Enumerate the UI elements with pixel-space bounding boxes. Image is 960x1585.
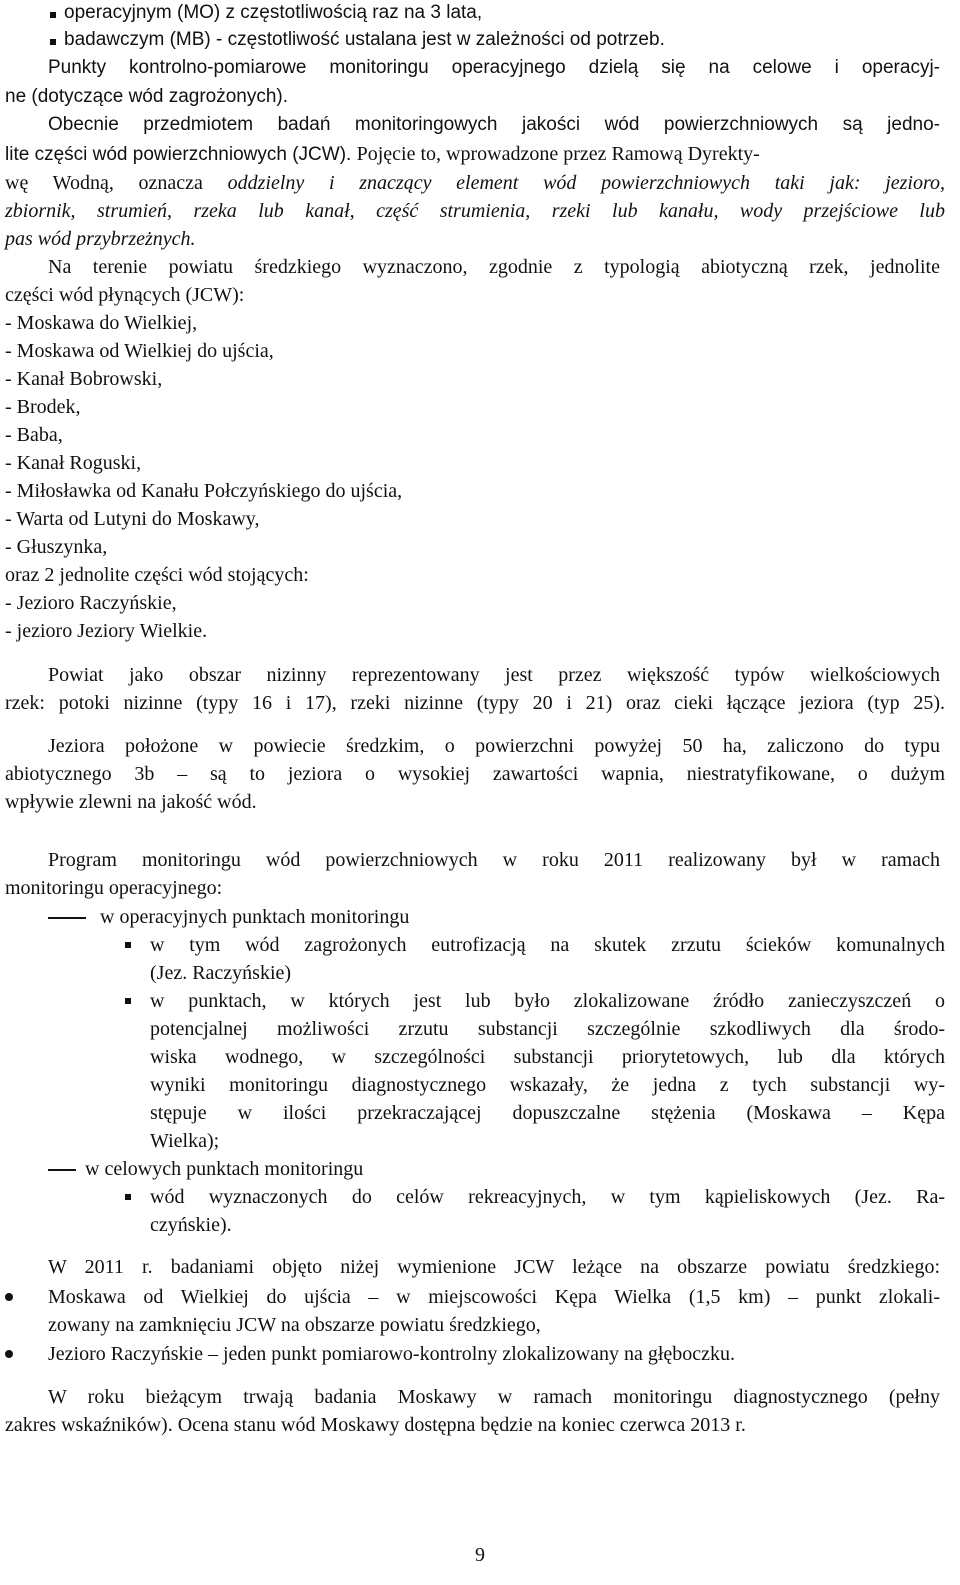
list-item: Jezioro Raczyńskie – jeden punkt pomiarowo-kontrolny zlokalizowany na głęboczku. xyxy=(48,1343,736,1365)
text-line: potencjalnej możliwości zrzutu substancji szczególnie szkodliwych dla środo- xyxy=(150,1018,945,1040)
text-line: Wielka); xyxy=(150,1130,220,1152)
text-line xyxy=(5,170,945,196)
text-span-italic: oddzielny i znaczący element wód powierzchniowych taki jak: jezioro, xyxy=(227,172,946,194)
text-line: Program monitoringu wód powierzchniowych w roku 2011 realizowany był w ramach xyxy=(48,849,940,871)
text-line: Obecnie przedmiotem badań monitoringowych jakości wód powierzchniowych są jedno- xyxy=(48,114,940,135)
text-line: abiotycznego 3b – są to jeziora o wysokiej zawartości wapnia, niestratyfikowane, o dużym xyxy=(5,763,945,785)
text-line: czyńskie). xyxy=(150,1214,232,1236)
list-item: - Warta od Lutyni do Moskawy, xyxy=(5,508,260,530)
list-item: - Moskawa do Wielkiej, xyxy=(5,312,198,334)
text-span: lite części wód powierzchniowych (JCW). xyxy=(5,144,352,165)
text-span: wę Wodną, oznacza xyxy=(5,172,203,194)
bullet-square-icon xyxy=(50,39,56,45)
text-line: wyniki monitoringu diagnostycznego wskazały, że jedna z tych substancji wy- xyxy=(150,1074,945,1096)
list-item: w punktach, w których jest lub było zlokalizowane źródło zanieczyszczeń o xyxy=(150,990,945,1012)
bullet-square-icon xyxy=(125,942,131,948)
page-number: 9 xyxy=(475,1544,485,1566)
list-item: - Moskawa od Wielkiej do ujścia, xyxy=(5,340,274,362)
list-item: - Głuszynka, xyxy=(5,536,108,558)
bullet-dot-icon xyxy=(5,1293,13,1301)
list-item: Moskawa od Wielkiej do ujścia – w miejscowości Kępa Wielka (1,5 km) – punkt zlokali- xyxy=(48,1286,940,1308)
list-item: - Baba, xyxy=(5,424,63,446)
list-item: wód wyznaczonych do celów rekreacyjnych, w tym kąpieliskowych (Jez. Ra- xyxy=(150,1186,945,1208)
list-item: w tym wód zagrożonych eutrofizacją na skutek zrzutu ścieków komunalnych xyxy=(150,934,945,956)
text-line xyxy=(5,141,760,168)
text-line: W roku bieżącym trwają badania Moskawy w ramach monitoringu diagnostycznego (pełny xyxy=(48,1386,940,1408)
text-line: Na terenie powiatu średzkiego wyznaczono, zgodnie z typologią abiotyczną rzek, jednolite xyxy=(48,256,940,278)
list-item: - Kanał Bobrowski, xyxy=(5,368,163,390)
text-line: operacyjnym (MO) z częstotliwością raz na 3 lata, xyxy=(64,2,483,23)
text-line: zbiornik, strumień, rzeka lub kanał, część strumienia, rzeki lub kanału, wody przejściowe lub xyxy=(5,200,945,222)
bullet-square-icon xyxy=(125,998,131,1004)
text-line: stępuje w ilości przekraczającej dopuszczalne stężenia (Moskawa – Kępa xyxy=(150,1102,945,1124)
text-line: Powiat jako obszar nizinny reprezentowany jest przez większość typów wielkościowych xyxy=(48,664,940,686)
list-item: - Jezioro Raczyńskie, xyxy=(5,592,177,614)
text-line: badawczym (MB) - częstotliwość ustalana jest w zależności od potrzeb. xyxy=(64,29,665,50)
text-line: pas wód przybrzeżnych. xyxy=(5,228,196,250)
text-line: oraz 2 jednolite części wód stojących: xyxy=(5,564,309,586)
text-line: Jeziora położone w powiecie średzkim, o powierzchni powyżej 50 ha, zaliczono do typu xyxy=(48,735,940,757)
bullet-dot-icon xyxy=(5,1350,13,1358)
text-line: zowany na zamknięciu JCW na obszarze powiatu średzkiego, xyxy=(48,1314,541,1336)
list-item: w operacyjnych punktach monitoringu xyxy=(100,906,410,928)
text-line: ne (dotyczące wód zagrożonych). xyxy=(5,86,289,107)
list-item: w celowych punktach monitoringu xyxy=(85,1158,364,1180)
list-item: - jezioro Jeziory Wielkie. xyxy=(5,620,208,642)
text-line: monitoringu operacyjnego: xyxy=(5,877,223,899)
text-line: Punkty kontrolno-pomiarowe monitoringu operacyjnego dzielą się na celowe i operacyj- xyxy=(48,57,940,78)
list-item: - Brodek, xyxy=(5,396,81,418)
list-item: - Kanał Roguski, xyxy=(5,452,142,474)
list-item: - Miłosławka od Kanału Połczyńskiego do ujścia, xyxy=(5,480,403,502)
text-line: zakres wskaźników). Ocena stanu wód Moskawy dostępna będzie na koniec czerwca 2013 r. xyxy=(5,1414,746,1436)
text-line: W 2011 r. badaniami objęto niżej wymienione JCW leżące na obszarze powiatu średzkiego: xyxy=(48,1256,940,1278)
dash-bullet-icon xyxy=(48,917,86,919)
text-line: części wód płynących (JCW): xyxy=(5,284,245,306)
bullet-square-icon xyxy=(50,12,56,18)
text-line: wpływie zlewni na jakość wód. xyxy=(5,791,257,813)
text-line: rzek: potoki nizinne (typy 16 i 17), rzeki nizinne (typy 20 i 21) oraz cieki łączące jeziora (typ 25). xyxy=(5,692,945,714)
text-line: wiska wodnego, w szczególności substancji priorytetowych, lub dla których xyxy=(150,1046,945,1068)
text-span: Pojęcie to, wprowadzone przez Ramową Dyrekty- xyxy=(356,143,760,165)
dash-bullet-icon xyxy=(48,1169,76,1171)
bullet-square-icon xyxy=(125,1194,131,1200)
text-line: (Jez. Raczyńskie) xyxy=(150,962,292,984)
